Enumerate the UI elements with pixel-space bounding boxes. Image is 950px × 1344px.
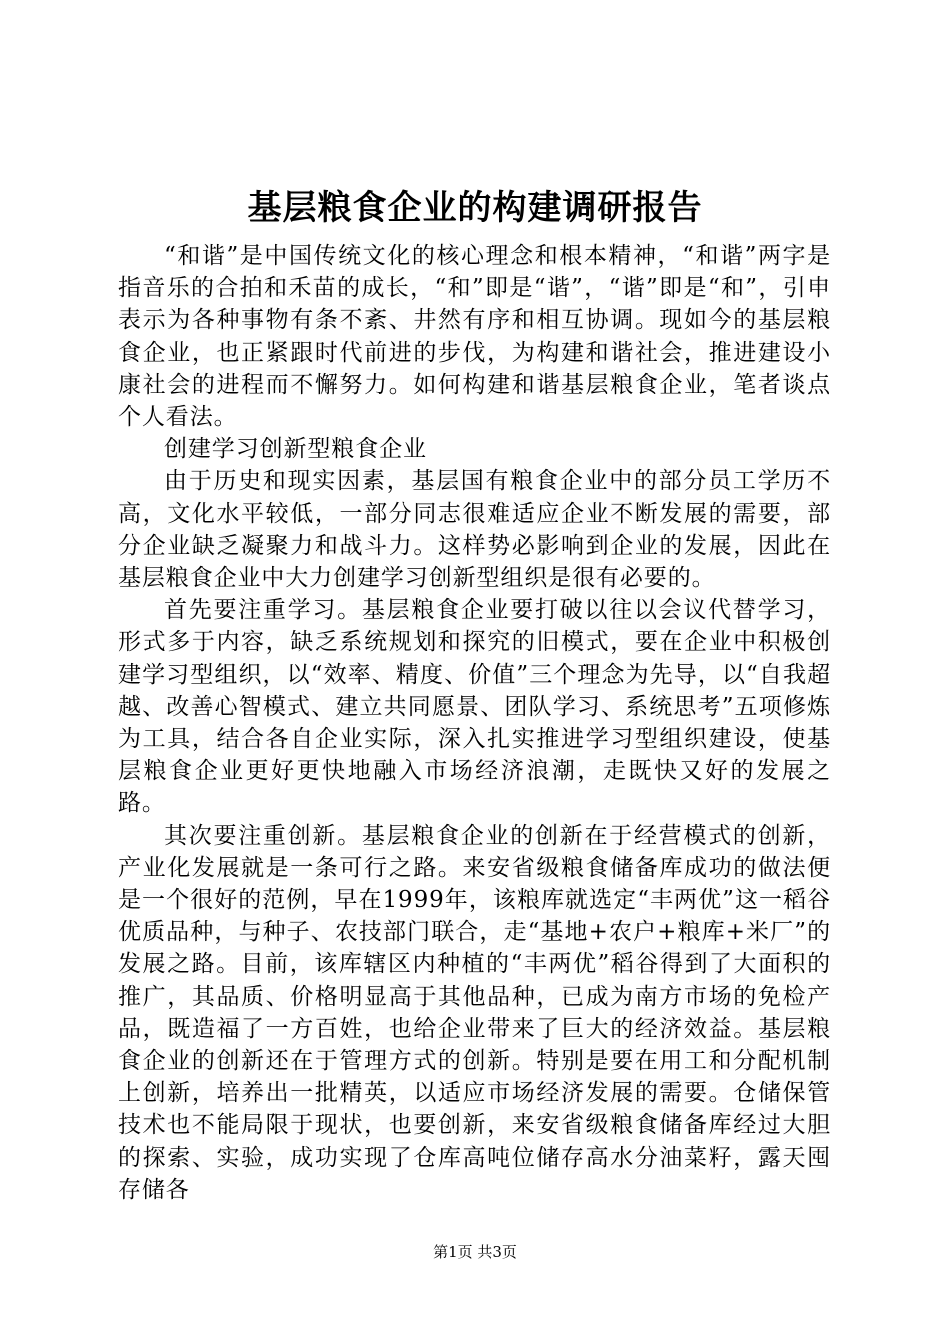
body-paragraph: 由于历史和现实因素，基层国有粮食企业中的部分员工学历不高，文化水平较低，一部分同志很难适应企业不断发展的需要，部分企业缺乏凝聚力和战斗力。这样势必影响到企业的发展，因此在基层粮食企业中大力创建学习创新型组织是很有必要的。 xyxy=(118,468,831,592)
document-title: 基层粮食企业的构建调研报告 xyxy=(247,188,703,228)
document-body xyxy=(118,240,831,1206)
page-footer: 第1页 共3页 xyxy=(433,1243,517,1261)
body-paragraph: 首先要注重学习。基层粮食企业要打破以往以会议代替学习，形式多于内容，缺乏系统规划和探究的旧模式，要在企业中积极创建学习型组织，以“效率、精度、价值”三个理念为先导，以“自我超越、改善心智模式、建立共同愿景、团队学习、系统思考”五项修炼为工具，结合各自企业实际，深入扎实推进学习型组织建设，使基层粮食企业更好更快地融入市场经济浪潮，走既快又好的发展之路。 xyxy=(118,597,831,817)
section-heading: 创建学习创新型粮食企业 xyxy=(164,436,427,463)
intro-paragraph: “和谐”是中国传统文化的核心理念和根本精神，“和谐”两字是指音乐的合拍和禾苗的成长，“和”即是“谐”，“谐”即是“和”，引申表示为各种事物有条不紊、井然有序和相互协调。现如今的基层粮食企业，也正紧跟时代前进的步伐，为构建和谐社会，推进建设小康社会的进程而不懈努力。如何构建和谐基层粮食企业，笔者谈点个人看法。 xyxy=(118,243,831,431)
body-paragraph: 其次要注重创新。基层粮食企业的创新在于经营模式的创新，产业化发展就是一条可行之路。来安省级粮食储备库成功的做法便是一个很好的范例，早在1999年，该粮库就选定“丰两优”这一稻谷优质品种，与种子、农技部门联合，走“基地+农户+粮库+米厂”的发展之路。目前，该库辖区内种植的“丰两优”稻谷得到了大面积的推广，其品质、价格明显高于其他品种，已成为南方市场的免检产品，既造福了一方百姓，也给企业带来了巨大的经济效益。基层粮食企业的创新还在于管理方式的创新。特别是要在用工和分配机制上创新，培养出一批精英，以适应市场经济发展的需要。仓储保管技术也不能局限于现状，也要创新，来安省级粮食储备库经过大胆的探索、实验，成功实现了仓库高吨位储存高水分油菜籽，露天囤存储各 xyxy=(118,822,831,1203)
